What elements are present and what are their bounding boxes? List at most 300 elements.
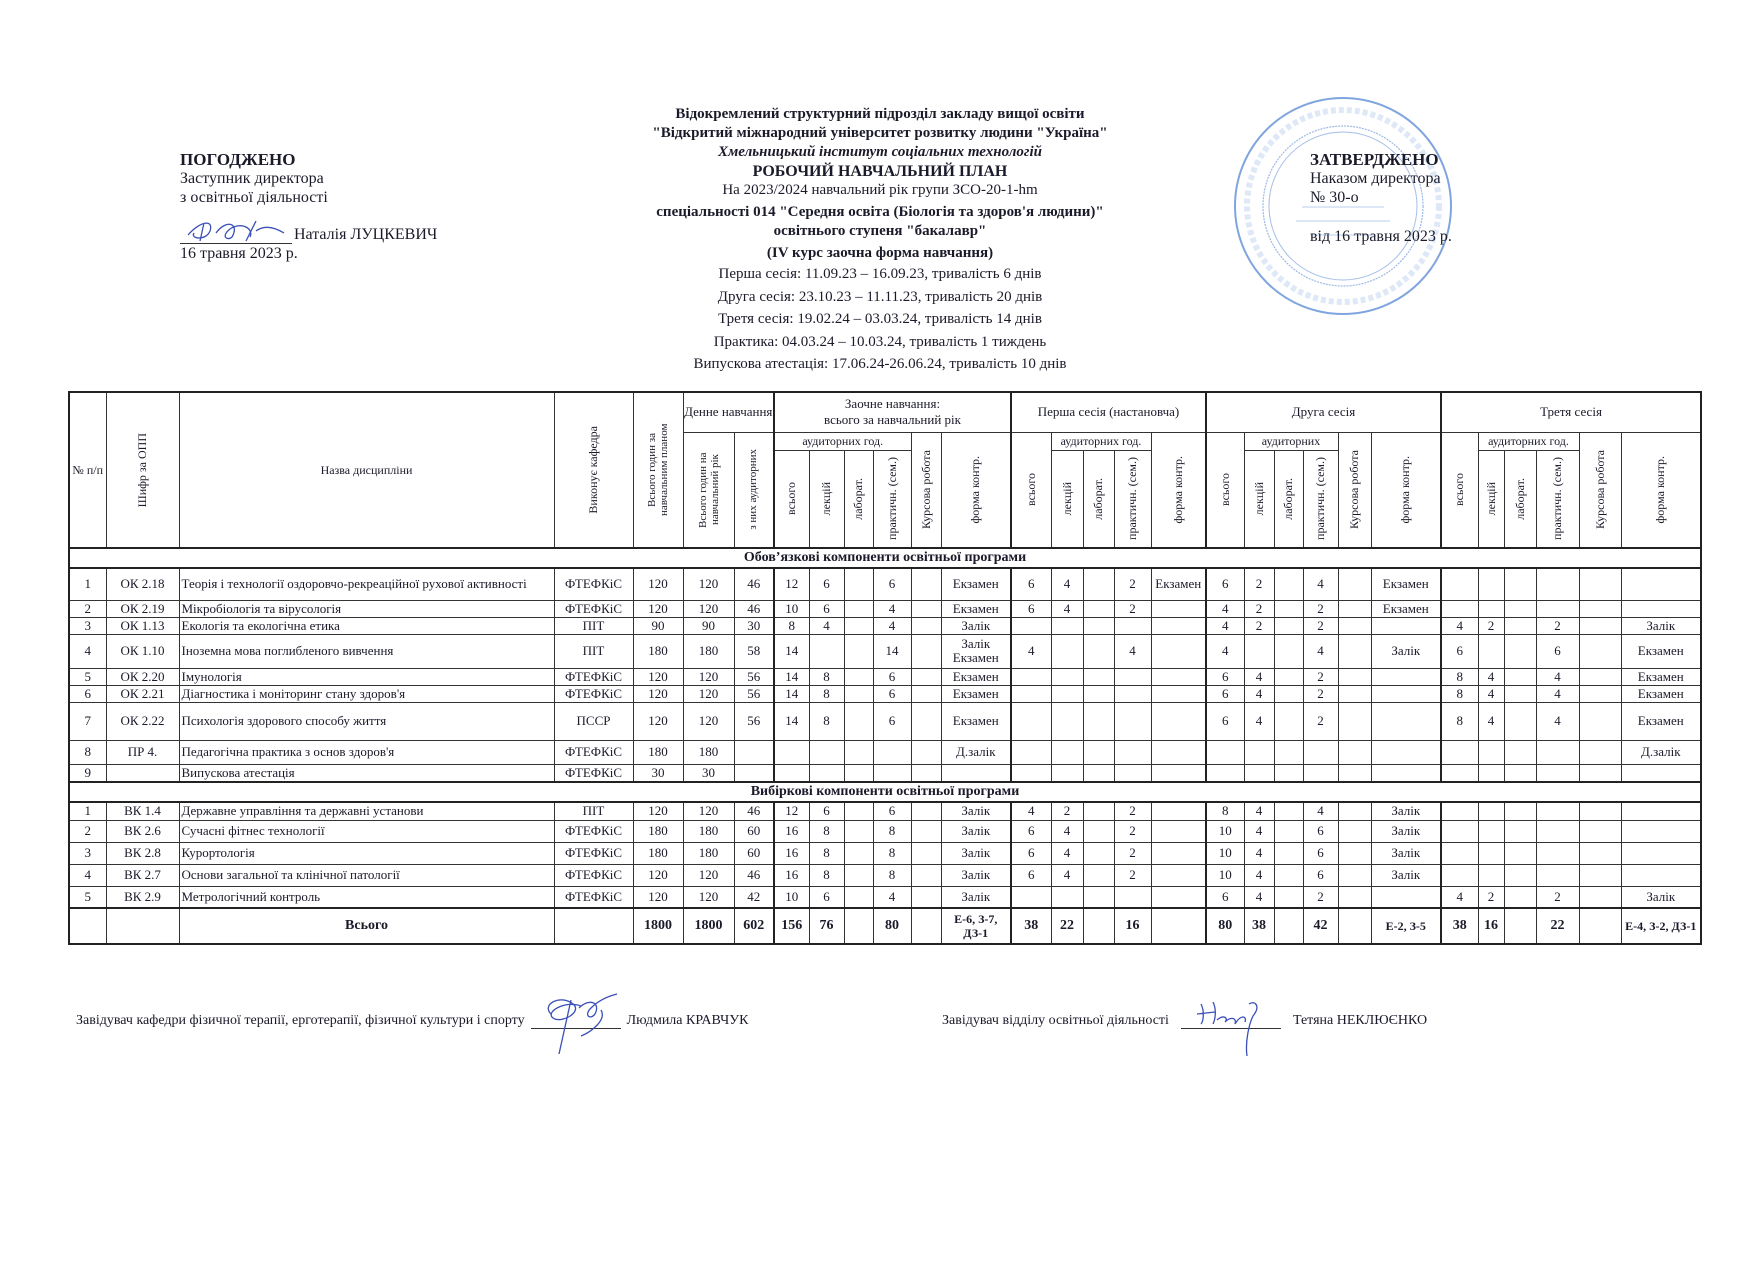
total-z-labs <box>844 908 873 944</box>
cell-z-practice: 4 <box>873 617 911 634</box>
cell-s3-labs <box>1504 740 1536 764</box>
cell-s1-practice: 4 <box>1114 634 1151 668</box>
cell-code: ОК 2.21 <box>106 685 179 702</box>
s2-control-label: форма контр. <box>1398 456 1413 524</box>
cell-s3-lectures: 4 <box>1478 668 1504 685</box>
cell-s1-lectures <box>1051 702 1083 740</box>
cell-total-plan: 120 <box>633 668 683 685</box>
header-course: (IV курс заочна форма навчання) <box>766 245 994 261</box>
cell-s3-total: 4 <box>1441 617 1478 634</box>
cell-s2-coursework <box>1338 764 1371 782</box>
s2-total <box>1206 432 1244 548</box>
cell-z-coursework <box>911 702 941 740</box>
cell-z-coursework <box>911 685 941 702</box>
footer-right-name: Тетяна НЕКЛЮЄНКО <box>1292 1013 1428 1028</box>
cell-s3-practice: 4 <box>1536 685 1579 702</box>
cell-s3-practice <box>1536 802 1579 820</box>
agreed-signature-line <box>180 221 437 244</box>
col-total-plan-label: Всього годин за навчальним планом <box>646 423 670 517</box>
cell-day-aud: 30 <box>734 617 774 634</box>
cell-s1-total <box>1011 740 1051 764</box>
col-day-total <box>683 432 734 548</box>
cell-s1-control <box>1151 820 1206 842</box>
cell-s2-lectures <box>1244 634 1274 668</box>
cell-s3-lectures: 2 <box>1478 886 1504 908</box>
cell-s2-lectures: 2 <box>1244 617 1274 634</box>
s1-lectures-label: лекцій <box>1059 482 1074 516</box>
total-s1-labs <box>1083 908 1114 944</box>
s3-labs <box>1504 450 1536 548</box>
cell-dept: ПІТ <box>554 617 633 634</box>
cell-z-control: Залік Екзамен <box>941 634 1011 668</box>
total-empty-code <box>106 908 179 944</box>
cell-s3-lectures <box>1478 740 1504 764</box>
col-code-label: Шифр за ОПП <box>135 432 149 508</box>
cell-z-labs <box>844 886 873 908</box>
cell-code: ВК 2.8 <box>106 842 179 864</box>
cell-num: 1 <box>69 802 106 820</box>
cell-s2-practice: 4 <box>1303 634 1338 668</box>
cell-z-total: 16 <box>774 842 809 864</box>
cell-num: 3 <box>69 842 106 864</box>
s1-labs-label: лаборат. <box>1091 477 1105 520</box>
cell-s1-lectures: 4 <box>1051 864 1083 886</box>
cell-day-total: 120 <box>683 685 734 702</box>
z-total-label: всього <box>784 482 799 516</box>
cell-dept: ФТЕФКіС <box>554 820 633 842</box>
table-row <box>69 820 1701 842</box>
cell-s2-coursework <box>1338 668 1371 685</box>
cell-z-labs <box>844 668 873 685</box>
cell-dept: ФТЕФКіС <box>554 740 633 764</box>
cell-day-total: 180 <box>683 740 734 764</box>
cell-s2-control <box>1371 740 1441 764</box>
cell-s2-total: 6 <box>1206 702 1244 740</box>
agreed-position-1: Заступник директора <box>180 170 324 187</box>
cell-s2-coursework <box>1338 886 1371 908</box>
cell-z-control: Залік <box>941 802 1011 820</box>
cell-s3-coursework <box>1579 820 1621 842</box>
cell-s3-coursework <box>1579 842 1621 864</box>
s2-practice <box>1303 450 1338 548</box>
cell-z-coursework <box>911 820 941 842</box>
z-total <box>774 450 809 548</box>
cell-s1-labs <box>1083 740 1114 764</box>
cell-day-total: 120 <box>683 802 734 820</box>
cell-s2-total: 10 <box>1206 820 1244 842</box>
s3-coursework <box>1579 432 1621 548</box>
cell-s2-lectures: 4 <box>1244 886 1274 908</box>
z-aud-group: аудиторних год. <box>774 432 911 450</box>
table-row <box>69 842 1701 864</box>
approved-order-number: № 30-о <box>1310 189 1359 206</box>
cell-z-total: 10 <box>774 886 809 908</box>
cell-name: Випускова атестація <box>179 764 554 782</box>
cell-day-aud <box>734 740 774 764</box>
total-plan: 1800 <box>633 908 683 944</box>
cell-s3-practice: 4 <box>1536 668 1579 685</box>
total-z-lectures: 76 <box>809 908 844 944</box>
cell-s1-labs <box>1083 764 1114 782</box>
cell-num: 6 <box>69 685 106 702</box>
cell-s3-total <box>1441 820 1478 842</box>
cell-s3-control: Екзамен <box>1621 702 1701 740</box>
approved-date: від 16 травня 2023 р. <box>1310 228 1452 245</box>
s3-lectures-label: лекцій <box>1483 482 1498 516</box>
cell-s2-practice: 2 <box>1303 685 1338 702</box>
cell-s2-coursework <box>1338 864 1371 886</box>
s2-control <box>1371 432 1441 548</box>
cell-s1-labs <box>1083 617 1114 634</box>
cell-z-labs <box>844 685 873 702</box>
cell-s2-control <box>1371 617 1441 634</box>
cell-s2-control <box>1371 668 1441 685</box>
total-s2-control: Е-2, З-5 <box>1371 908 1441 944</box>
cell-s2-total <box>1206 764 1244 782</box>
s3-total <box>1441 432 1478 548</box>
cell-s1-total: 6 <box>1011 568 1051 600</box>
cell-s2-practice: 2 <box>1303 702 1338 740</box>
cell-z-labs <box>844 617 873 634</box>
cell-s1-total <box>1011 886 1051 908</box>
cell-s1-lectures <box>1051 634 1083 668</box>
cell-s2-coursework <box>1338 842 1371 864</box>
cell-day-total: 120 <box>683 600 734 617</box>
cell-s1-labs <box>1083 600 1114 617</box>
total-day: 1800 <box>683 908 734 944</box>
cell-s1-labs <box>1083 842 1114 864</box>
cell-z-lectures: 8 <box>809 685 844 702</box>
cell-s3-lectures <box>1478 864 1504 886</box>
cell-s2-labs <box>1274 864 1303 886</box>
cell-s1-labs <box>1083 668 1114 685</box>
cell-s1-lectures <box>1051 764 1083 782</box>
cell-s2-coursework <box>1338 820 1371 842</box>
cell-z-total: 12 <box>774 802 809 820</box>
cell-z-coursework <box>911 764 941 782</box>
cell-z-lectures: 8 <box>809 820 844 842</box>
cell-s3-control <box>1621 864 1701 886</box>
cell-day-total: 180 <box>683 842 734 864</box>
cell-dept: ФТЕФКіС <box>554 864 633 886</box>
total-s3-practice: 22 <box>1536 908 1579 944</box>
cell-s1-practice <box>1114 702 1151 740</box>
cell-s1-lectures <box>1051 886 1083 908</box>
cell-day-aud <box>734 764 774 782</box>
cell-s3-practice <box>1536 820 1579 842</box>
cell-s2-control: Екзамен <box>1371 568 1441 600</box>
cell-code: ОК 2.19 <box>106 600 179 617</box>
table-row <box>69 802 1701 820</box>
cell-s3-coursework <box>1579 685 1621 702</box>
s1-total-label: всього <box>1023 473 1038 507</box>
section-elective-row <box>69 782 1701 802</box>
cell-s2-total: 4 <box>1206 634 1244 668</box>
cell-s1-control <box>1151 864 1206 886</box>
cell-name: Діагностика і моніторинг стану здоров'я <box>179 685 554 702</box>
cell-s1-control <box>1151 668 1206 685</box>
cell-z-coursework <box>911 568 941 600</box>
cell-z-labs <box>844 820 873 842</box>
cell-s1-labs <box>1083 685 1114 702</box>
cell-s2-labs <box>1274 568 1303 600</box>
cell-s2-lectures: 4 <box>1244 702 1274 740</box>
s2-aud-group: аудиторних <box>1244 432 1338 450</box>
cell-total-plan: 120 <box>633 568 683 600</box>
cell-z-total: 8 <box>774 617 809 634</box>
cell-s2-labs <box>1274 634 1303 668</box>
cell-total-plan: 90 <box>633 617 683 634</box>
cell-s3-total: 8 <box>1441 668 1478 685</box>
cell-s1-control <box>1151 802 1206 820</box>
cell-s3-labs <box>1504 820 1536 842</box>
curriculum-table <box>68 391 1702 945</box>
cell-dept: ФТЕФКіС <box>554 685 633 702</box>
cell-z-total: 16 <box>774 864 809 886</box>
header-specialty: спеціальності 014 "Середня освіта (Біологія та здоров'я людини)" <box>656 204 1104 220</box>
z-practice <box>873 450 911 548</box>
cell-total-plan: 180 <box>633 740 683 764</box>
z-control <box>941 432 1011 548</box>
z-lectures-label: лекцій <box>819 482 833 516</box>
cell-total-plan: 30 <box>633 764 683 782</box>
cell-s2-lectures: 4 <box>1244 685 1274 702</box>
z-lectures <box>809 450 844 548</box>
cell-s1-total <box>1011 702 1051 740</box>
cell-s3-control: Екзамен <box>1621 634 1701 668</box>
cell-z-control: Залік <box>941 820 1011 842</box>
cell-day-aud: 46 <box>734 568 774 600</box>
cell-s2-total: 6 <box>1206 568 1244 600</box>
col-group-session-2: Друга сесія <box>1206 392 1441 432</box>
cell-s3-labs <box>1504 668 1536 685</box>
cell-z-practice <box>873 764 911 782</box>
cell-s2-lectures <box>1244 764 1274 782</box>
cell-s1-labs <box>1083 802 1114 820</box>
total-z-coursework <box>911 908 941 944</box>
cell-s1-practice <box>1114 668 1151 685</box>
cell-s3-labs <box>1504 600 1536 617</box>
cell-z-control: Залік <box>941 842 1011 864</box>
cell-s3-labs <box>1504 685 1536 702</box>
s3-total-label: всього <box>1452 473 1467 507</box>
cell-num: 8 <box>69 740 106 764</box>
cell-s2-control: Залік <box>1371 864 1441 886</box>
cell-s1-labs <box>1083 702 1114 740</box>
col-group-session-1: Перша сесія (настановча) <box>1011 392 1206 432</box>
cell-s3-practice <box>1536 740 1579 764</box>
cell-name: Сучасні фітнес технології <box>179 820 554 842</box>
cell-s1-control <box>1151 685 1206 702</box>
total-z-control: Е-6, З-7, ДЗ-1 <box>941 908 1011 944</box>
signature-icon <box>1181 996 1281 1062</box>
cell-s2-lectures: 4 <box>1244 802 1274 820</box>
total-s3-lectures: 16 <box>1478 908 1504 944</box>
cell-z-total: 14 <box>774 668 809 685</box>
cell-name: Метрологічний контроль <box>179 886 554 908</box>
cell-z-labs <box>844 842 873 864</box>
cell-z-labs <box>844 702 873 740</box>
cell-z-total: 14 <box>774 634 809 668</box>
cell-dept: ПІТ <box>554 634 633 668</box>
cell-z-control: Екзамен <box>941 668 1011 685</box>
cell-z-practice: 6 <box>873 668 911 685</box>
cell-s2-practice: 2 <box>1303 600 1338 617</box>
cell-s2-control <box>1371 764 1441 782</box>
cell-name: Курортологія <box>179 842 554 864</box>
total-aud: 602 <box>734 908 774 944</box>
cell-s3-control <box>1621 802 1701 820</box>
table-row <box>69 740 1701 764</box>
cell-z-lectures <box>809 634 844 668</box>
cell-s3-total <box>1441 842 1478 864</box>
cell-day-total: 120 <box>683 702 734 740</box>
cell-s3-total <box>1441 600 1478 617</box>
cell-s1-control <box>1151 764 1206 782</box>
attestation-dates: Випускова атестація: 17.06.24-26.06.24, тривалість 10 днів <box>693 356 1067 372</box>
cell-z-total: 10 <box>774 600 809 617</box>
cell-s1-practice <box>1114 617 1151 634</box>
cell-s2-labs <box>1274 886 1303 908</box>
cell-name: Основи загальної та клінічної патології <box>179 864 554 886</box>
cell-s3-coursework <box>1579 668 1621 685</box>
cell-s2-total: 6 <box>1206 668 1244 685</box>
table-row <box>69 685 1701 702</box>
cell-s3-practice <box>1536 764 1579 782</box>
cell-z-lectures: 6 <box>809 802 844 820</box>
cell-day-aud: 46 <box>734 600 774 617</box>
cell-s2-control <box>1371 886 1441 908</box>
total-s2-practice: 42 <box>1303 908 1338 944</box>
z-practice-label: практичн. (сем.) <box>884 457 899 541</box>
cell-s2-coursework <box>1338 600 1371 617</box>
cell-s2-labs <box>1274 600 1303 617</box>
cell-s2-total: 4 <box>1206 617 1244 634</box>
cell-s2-lectures <box>1244 740 1274 764</box>
cell-s3-practice <box>1536 842 1579 864</box>
cell-name: Мікробіологія та вірусологія <box>179 600 554 617</box>
cell-code <box>106 764 179 782</box>
cell-s1-total <box>1011 668 1051 685</box>
header-line-2: "Відкритий міжнародний університет розвитку людини "Україна" <box>652 125 1108 141</box>
cell-s2-lectures: 4 <box>1244 820 1274 842</box>
cell-s2-coursework <box>1338 617 1371 634</box>
cell-code: ОК 2.18 <box>106 568 179 600</box>
cell-z-control: Д.залік <box>941 740 1011 764</box>
cell-day-aud: 60 <box>734 842 774 864</box>
cell-total-plan: 180 <box>633 820 683 842</box>
cell-name: Державне управління та державні установи <box>179 802 554 820</box>
cell-s1-total <box>1011 617 1051 634</box>
cell-z-practice: 8 <box>873 820 911 842</box>
document-header <box>600 105 1160 376</box>
agreed-title: ПОГОДЖЕНО <box>180 150 296 169</box>
cell-z-practice: 14 <box>873 634 911 668</box>
cell-s1-total: 6 <box>1011 820 1051 842</box>
cell-s2-practice: 6 <box>1303 842 1338 864</box>
cell-s2-practice: 2 <box>1303 886 1338 908</box>
cell-s2-practice <box>1303 764 1338 782</box>
cell-day-aud: 56 <box>734 702 774 740</box>
cell-z-control: Залік <box>941 886 1011 908</box>
cell-s1-labs <box>1083 634 1114 668</box>
cell-s1-control <box>1151 842 1206 864</box>
cell-s2-labs <box>1274 820 1303 842</box>
total-s2-lectures: 38 <box>1244 908 1274 944</box>
cell-day-total: 30 <box>683 764 734 782</box>
cell-s2-total <box>1206 740 1244 764</box>
cell-total-plan: 120 <box>633 685 683 702</box>
cell-dept: ПССР <box>554 702 633 740</box>
cell-s3-lectures <box>1478 600 1504 617</box>
cell-s3-labs <box>1504 864 1536 886</box>
col-total-plan <box>633 392 683 548</box>
cell-s1-control <box>1151 702 1206 740</box>
cell-s2-control: Залік <box>1371 802 1441 820</box>
cell-z-coursework <box>911 864 941 886</box>
cell-s3-coursework <box>1579 568 1621 600</box>
table-row <box>69 568 1701 600</box>
cell-z-lectures: 8 <box>809 864 844 886</box>
cell-z-control: Залік <box>941 617 1011 634</box>
z-labs <box>844 450 873 548</box>
s1-practice-label: практичн. (сем.) <box>1125 457 1139 541</box>
cell-s1-control <box>1151 617 1206 634</box>
cell-s2-practice: 2 <box>1303 617 1338 634</box>
cell-s3-total <box>1441 568 1478 600</box>
cell-name: Імунологія <box>179 668 554 685</box>
col-day-total-label: Всього годин на навчальний рік <box>696 451 721 528</box>
cell-s1-practice: 2 <box>1114 568 1151 600</box>
cell-s1-practice <box>1114 685 1151 702</box>
cell-z-practice: 4 <box>873 886 911 908</box>
cell-s3-total <box>1441 864 1478 886</box>
cell-s3-total: 6 <box>1441 634 1478 668</box>
cell-day-aud: 58 <box>734 634 774 668</box>
total-z-total: 156 <box>774 908 809 944</box>
cell-s2-lectures: 4 <box>1244 864 1274 886</box>
cell-s3-control <box>1621 764 1701 782</box>
cell-z-total: 14 <box>774 685 809 702</box>
cell-s3-control <box>1621 842 1701 864</box>
total-s2-coursework <box>1338 908 1371 944</box>
cell-z-lectures: 6 <box>809 886 844 908</box>
cell-s1-lectures <box>1051 617 1083 634</box>
signature-icon <box>531 988 621 1058</box>
cell-name: Екологія та екологічна етика <box>179 617 554 634</box>
cell-s3-total <box>1441 802 1478 820</box>
cell-num: 5 <box>69 886 106 908</box>
session-2-dates: Друга сесія: 23.10.23 – 11.11.23, тривалість 20 днів <box>717 288 1043 305</box>
cell-z-labs <box>844 764 873 782</box>
z-labs-label: лаборат. <box>851 477 865 520</box>
extramural-label-1: Заочне навчання: <box>844 396 941 412</box>
cell-day-aud: 60 <box>734 820 774 842</box>
cell-z-lectures <box>809 740 844 764</box>
cell-code: ВК 2.6 <box>106 820 179 842</box>
section-mandatory-title: Обов’язкові компоненти освітньої програми <box>69 548 1701 568</box>
cell-s3-practice: 2 <box>1536 886 1579 908</box>
cell-s2-total: 10 <box>1206 864 1244 886</box>
cell-z-coursework <box>911 842 941 864</box>
signature-icon <box>180 213 292 243</box>
footer-left-position: Завідувач кафедри фізичної терапії, ерготерапії, фізичної культури і спорту <box>76 1013 525 1028</box>
agreed-signature <box>180 221 292 244</box>
cell-s3-practice <box>1536 568 1579 600</box>
cell-s3-coursework <box>1579 886 1621 908</box>
agreed-name: Наталія ЛУЦКЕВИЧ <box>294 226 438 243</box>
z-coursework-label: Курсова робота <box>918 450 933 530</box>
